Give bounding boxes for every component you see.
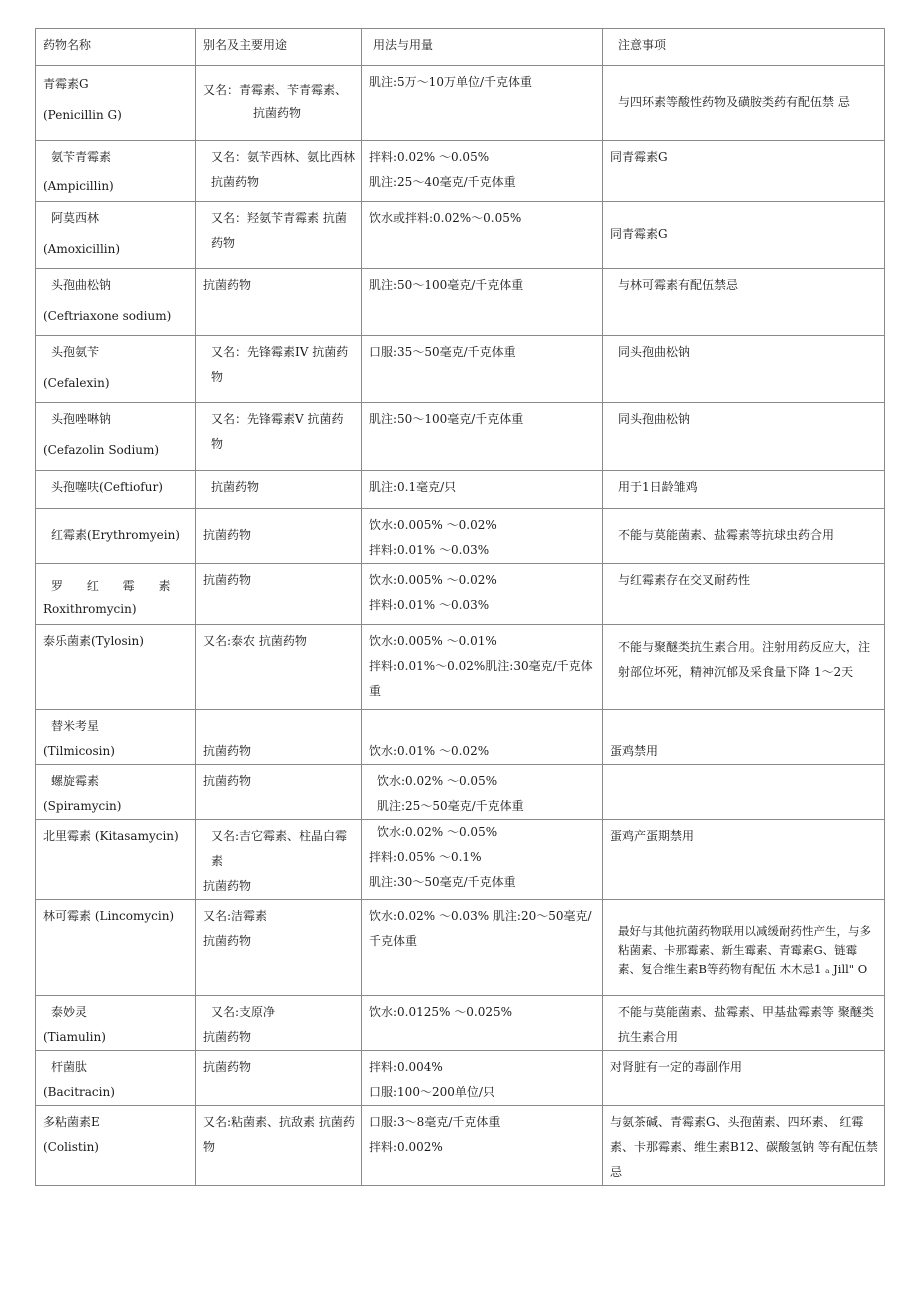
drug-name-cell: 红霉素(Erythromyein) bbox=[36, 509, 196, 564]
table-row bbox=[36, 996, 885, 1051]
dosage-cell: 饮水:0.005% ～0.01% 拌料:0.01%～0.02%肌注:30毫克/千克体重 bbox=[362, 625, 603, 710]
notes-cell: 蛋鸡产蛋期禁用 bbox=[603, 820, 885, 900]
dosage-cell: 口服:35～50毫克/千克体重 bbox=[362, 336, 603, 403]
notes-cell: 用于1日龄雏鸡 bbox=[603, 471, 885, 509]
drug-name-cell: 头孢噻呋(Ceftiofur) bbox=[36, 471, 196, 509]
header-alias: 别名及主要用途 bbox=[196, 29, 362, 66]
notes-cell: 与林可霉素有配伍禁忌 bbox=[603, 269, 885, 336]
table-row bbox=[36, 900, 885, 996]
table-row bbox=[36, 1051, 885, 1106]
drug-name-cell: 林可霉素 (Lincomycin) bbox=[36, 900, 196, 996]
notes-cell: 不能与聚醚类抗生素合用。注射用药反应大，注射部位坏死，精神沉郁及采食量下降 1～2天 bbox=[603, 625, 885, 710]
dosage-cell: 饮水:0.005% ～0.02% 拌料:0.01% ～0.03% bbox=[362, 564, 603, 625]
alias-cell: 又名：先锋霉素IV 抗菌药物 bbox=[196, 336, 362, 403]
notes-cell: 同青霉素G bbox=[603, 141, 885, 202]
table-row bbox=[36, 403, 885, 471]
notes-cell: 与四环素等酸性药物及磺胺类药有配伍禁 忌 bbox=[603, 66, 885, 141]
alias-cell: 抗菌药物 bbox=[196, 564, 362, 625]
dosage-cell: 拌料:0.004% 口服:100～200单位/只 bbox=[362, 1051, 603, 1106]
notes-cell: 蛋鸡禁用 bbox=[603, 710, 885, 765]
dosage-cell: 饮水:0.01% ～0.02% bbox=[362, 710, 603, 765]
drug-name-cell: 替米考星 (Tilmicosin) bbox=[36, 710, 196, 765]
alias-cell: 抗菌药物 bbox=[196, 509, 362, 564]
drug-name-cell: 北里霉素 (Kitasamycin) bbox=[36, 820, 196, 900]
table-row bbox=[36, 820, 885, 900]
drug-name-cell: 螺旋霉素 (Spiramycin) bbox=[36, 765, 196, 820]
alias-cell: 又名:支原净 抗菌药物 bbox=[196, 996, 362, 1051]
drug-name-cell: 泰妙灵 (Tiamulin) bbox=[36, 996, 196, 1051]
dosage-cell: 拌料:0.02% ～0.05% 肌注:25～40毫克/千克体重 bbox=[362, 141, 603, 202]
notes-cell: 同头孢曲松钠 bbox=[603, 336, 885, 403]
dosage-cell: 饮水或拌料:0.02%～0.05% bbox=[362, 202, 603, 269]
notes-cell: 与氨茶碱、青霉素G、头孢菌素、四环素、 红霉素、卡那霉素、维生素B12、碳酸氢钠 等有配伍禁忌 bbox=[603, 1106, 885, 1186]
table-row bbox=[36, 336, 885, 403]
table-row bbox=[36, 509, 885, 564]
drug-table bbox=[35, 28, 885, 1186]
dosage-cell: 饮水:0.0125% ～0.025% bbox=[362, 996, 603, 1051]
alias-cell: 抗菌药物 bbox=[196, 471, 362, 509]
alias-cell: 抗菌药物 bbox=[196, 1051, 362, 1106]
dosage-cell: 饮水:0.02% ～0.05% 拌料:0.05% ～0.1% 肌注:30～50毫克/千克体重 bbox=[362, 820, 603, 900]
table-row bbox=[36, 1106, 885, 1186]
notes-cell: 最好与其他抗菌药物联用以减缓耐药性产生，与多粘菌素、卡那霉素、新生霉素、青霉素G、链霉素、复合维生素B等药物有配伍 木木忌1 ₐ Jill" O bbox=[603, 900, 885, 996]
alias-cell: 又名：氨苄西林、氨比西林抗菌药物 bbox=[196, 141, 362, 202]
notes-cell: 与红霉素存在交叉耐药性 bbox=[603, 564, 885, 625]
table-row bbox=[36, 202, 885, 269]
alias-cell: 又名：羟氨苄青霉素 抗菌药物 bbox=[196, 202, 362, 269]
alias-cell: 抗菌药物 bbox=[196, 710, 362, 765]
table-row bbox=[36, 141, 885, 202]
table-row bbox=[36, 66, 885, 141]
alias-cell: 又名:泰农 抗菌药物 bbox=[196, 625, 362, 710]
alias-cell: 又名:洁霉素 抗菌药物 bbox=[196, 900, 362, 996]
notes-cell: 不能与莫能菌素、盐霉素、甲基盐霉素等 聚醚类抗生素合用 bbox=[603, 996, 885, 1051]
header-name: 药物名称 bbox=[36, 29, 196, 66]
drug-name-cell: 氨苄青霉素 (Ampicillin) bbox=[36, 141, 196, 202]
drug-name-cell: 杆菌肽 (Bacitracin) bbox=[36, 1051, 196, 1106]
table-header-row bbox=[36, 29, 885, 66]
alias-cell: 又名:粘菌素、抗敌素 抗菌药物 bbox=[196, 1106, 362, 1186]
dosage-cell: 肌注:50～100毫克/千克体重 bbox=[362, 403, 603, 471]
drug-name-cell: 头孢曲松钠 (Ceftriaxone sodium) bbox=[36, 269, 196, 336]
table-row bbox=[36, 765, 885, 820]
alias-cell: 又名:吉它霉素、柱晶白霉素 抗菌药物 bbox=[196, 820, 362, 900]
notes-cell: 对肾脏有一定的毒副作用 bbox=[603, 1051, 885, 1106]
dosage-cell: 饮水:0.02% ～0.05% 肌注:25～50毫克/千克体重 bbox=[362, 765, 603, 820]
drug-name-cell: 多粘菌素E (Colistin) bbox=[36, 1106, 196, 1186]
alias-cell: 抗菌药物 bbox=[196, 765, 362, 820]
table-row bbox=[36, 625, 885, 710]
drug-name-cell: 青霉素G (Penicillin G) bbox=[36, 66, 196, 141]
dosage-cell: 肌注:5万～10万单位/千克体重 bbox=[362, 66, 603, 141]
dosage-cell: 肌注:50～100毫克/千克体重 bbox=[362, 269, 603, 336]
table-row bbox=[36, 564, 885, 625]
notes-cell bbox=[603, 765, 885, 820]
dosage-cell: 饮水:0.02% ～0.03% 肌注:20～50毫克/千克体重 bbox=[362, 900, 603, 996]
drug-name-cell: 阿莫西林 (Amoxicillin) bbox=[36, 202, 196, 269]
table-row bbox=[36, 710, 885, 765]
alias-cell: 抗菌药物 bbox=[196, 269, 362, 336]
alias-cell: 又名：先锋霉素V 抗菌药物 bbox=[196, 403, 362, 471]
dosage-cell: 饮水:0.005% ～0.02% 拌料:0.01% ～0.03% bbox=[362, 509, 603, 564]
dosage-cell: 肌注:0.1毫克/只 bbox=[362, 471, 603, 509]
drug-name-cell: 泰乐菌素(Tylosin) bbox=[36, 625, 196, 710]
drug-name-cell: 罗 红 霉 素 Roxithromycin) bbox=[36, 564, 196, 625]
alias-cell: 又名：青霉素、苄青霉素、 抗菌药物 bbox=[196, 66, 362, 141]
table-row bbox=[36, 269, 885, 336]
notes-cell: 同青霉素G bbox=[603, 202, 885, 269]
notes-cell: 不能与莫能菌素、盐霉素等抗球虫药合用 bbox=[603, 509, 885, 564]
header-dosage: 用法与用量 bbox=[362, 29, 603, 66]
table-row bbox=[36, 471, 885, 509]
drug-name-cell: 头孢氨苄 (Cefalexin) bbox=[36, 336, 196, 403]
dosage-cell: 口服:3～8毫克/千克体重 拌料:0.002% bbox=[362, 1106, 603, 1186]
notes-cell: 同头孢曲松钠 bbox=[603, 403, 885, 471]
drug-name-cell: 头孢唑啉钠 (Cefazolin Sodium) bbox=[36, 403, 196, 471]
header-notes: 注意事项 bbox=[603, 29, 885, 66]
